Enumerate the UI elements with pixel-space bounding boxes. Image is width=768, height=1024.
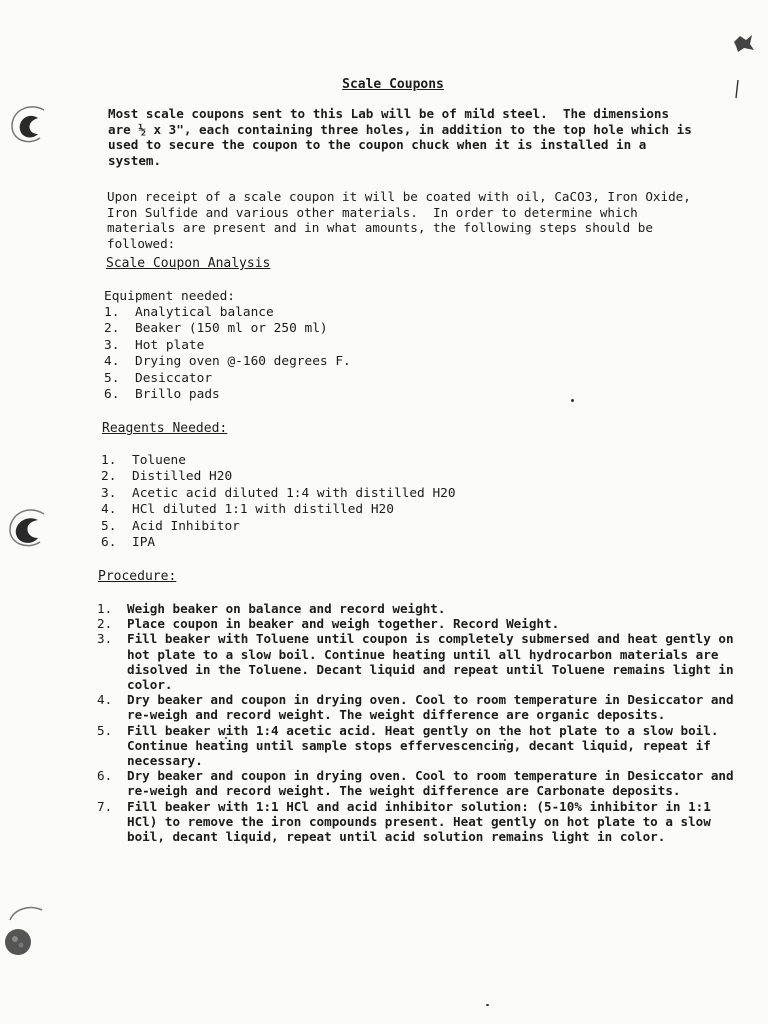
intro-paragraph: Most scale coupons sent to this Lab will be of mild steel. The dimensions are ½ x 3", each containing three holes, in addition to the top hole which is used to secure the coupon to the coupon chuck when it is installed in a system. [108, 106, 700, 168]
punch-hole-icon [6, 506, 48, 550]
speck [571, 399, 574, 402]
equipment-label: Equipment needed: [104, 289, 235, 304]
list-item: 3. Fill beaker with Toluene until coupon is completely submersed and heat gently on hot plate to a slow boil. Continue heating until all hydrocarbon materials are disolved in the Toluene. Decant liquid and repeat until Toluene remains light in color. [97, 631, 734, 693]
analysis-heading: Scale Coupon Analysis [106, 256, 271, 271]
punch-hole-icon [2, 904, 46, 962]
list-item: 2. Beaker (150 ml or 250 ml) [104, 321, 328, 337]
reagents-list [101, 453, 501, 551]
list-item: 6. Brillo pads [104, 387, 220, 403]
reagents-heading: Reagents Needed: [102, 421, 228, 436]
speck [486, 1004, 489, 1006]
procedure-list [97, 601, 737, 844]
equipment-list [104, 305, 424, 403]
list-item: 1. Weigh beaker on balance and record weight. [97, 601, 446, 616]
punch-hole-icon [8, 104, 48, 146]
list-item: 5. Fill beaker with 1:4 acetic acid. Heat gently on the hot plate to a slow boil. Continue heating until sample stops effervescencing, decant liquid, repeat if necessary. [97, 722, 719, 769]
page-title: Scale Coupons [342, 77, 444, 92]
ink-blot-icon [730, 32, 756, 54]
list-item: 2. Place coupon in beaker and weigh together. Record Weight. [97, 616, 560, 632]
list-item: 4. Dry beaker and coupon in drying oven. Cool to room temperature in Desiccator and re-weigh and record weight. The weight difference are organic deposits. [97, 692, 734, 723]
list-item: 1. Toluene [101, 453, 186, 468]
list-item: 6. IPA [101, 535, 156, 551]
pencil-mark-icon [732, 78, 742, 100]
second-paragraph: Upon receipt of a scale coupon it will be coated with oil, CaCO3, Iron Oxide, Iron Sulfide and various other materials. In order to determine which materials are present and in what amounts, the following steps should be followed: [107, 189, 699, 251]
list-item: 1. Analytical balance [104, 305, 274, 320]
list-item: 3. Hot plate [104, 337, 205, 353]
list-item: 2. Distilled H20 [101, 469, 233, 485]
list-item: 4. HCl diluted 1:1 with distilled H20 [101, 502, 394, 518]
list-item: 5. Desiccator [104, 370, 213, 386]
list-item: 3. Acetic acid diluted 1:4 with distilled H20 [101, 485, 456, 501]
list-item: 7. Fill beaker with 1:1 HCl and acid inhibitor solution: (5-10% inhibitor in 1:1 HCl) to remove the iron compounds present. Heat gently on hot plate to a slow boil, decant liquid, repeat until acid solution remains light in color. [97, 798, 711, 845]
list-item: 6. Dry beaker and coupon in drying oven. Cool to room temperature in Desiccator and re-weigh and record weight. The weight difference are Carbonate deposits. [97, 768, 734, 799]
list-item: 5. Acid Inhibitor [101, 518, 240, 534]
list-item: 4. Drying oven @-160 degrees F. [104, 354, 351, 370]
procedure-heading: Procedure: [98, 569, 177, 584]
